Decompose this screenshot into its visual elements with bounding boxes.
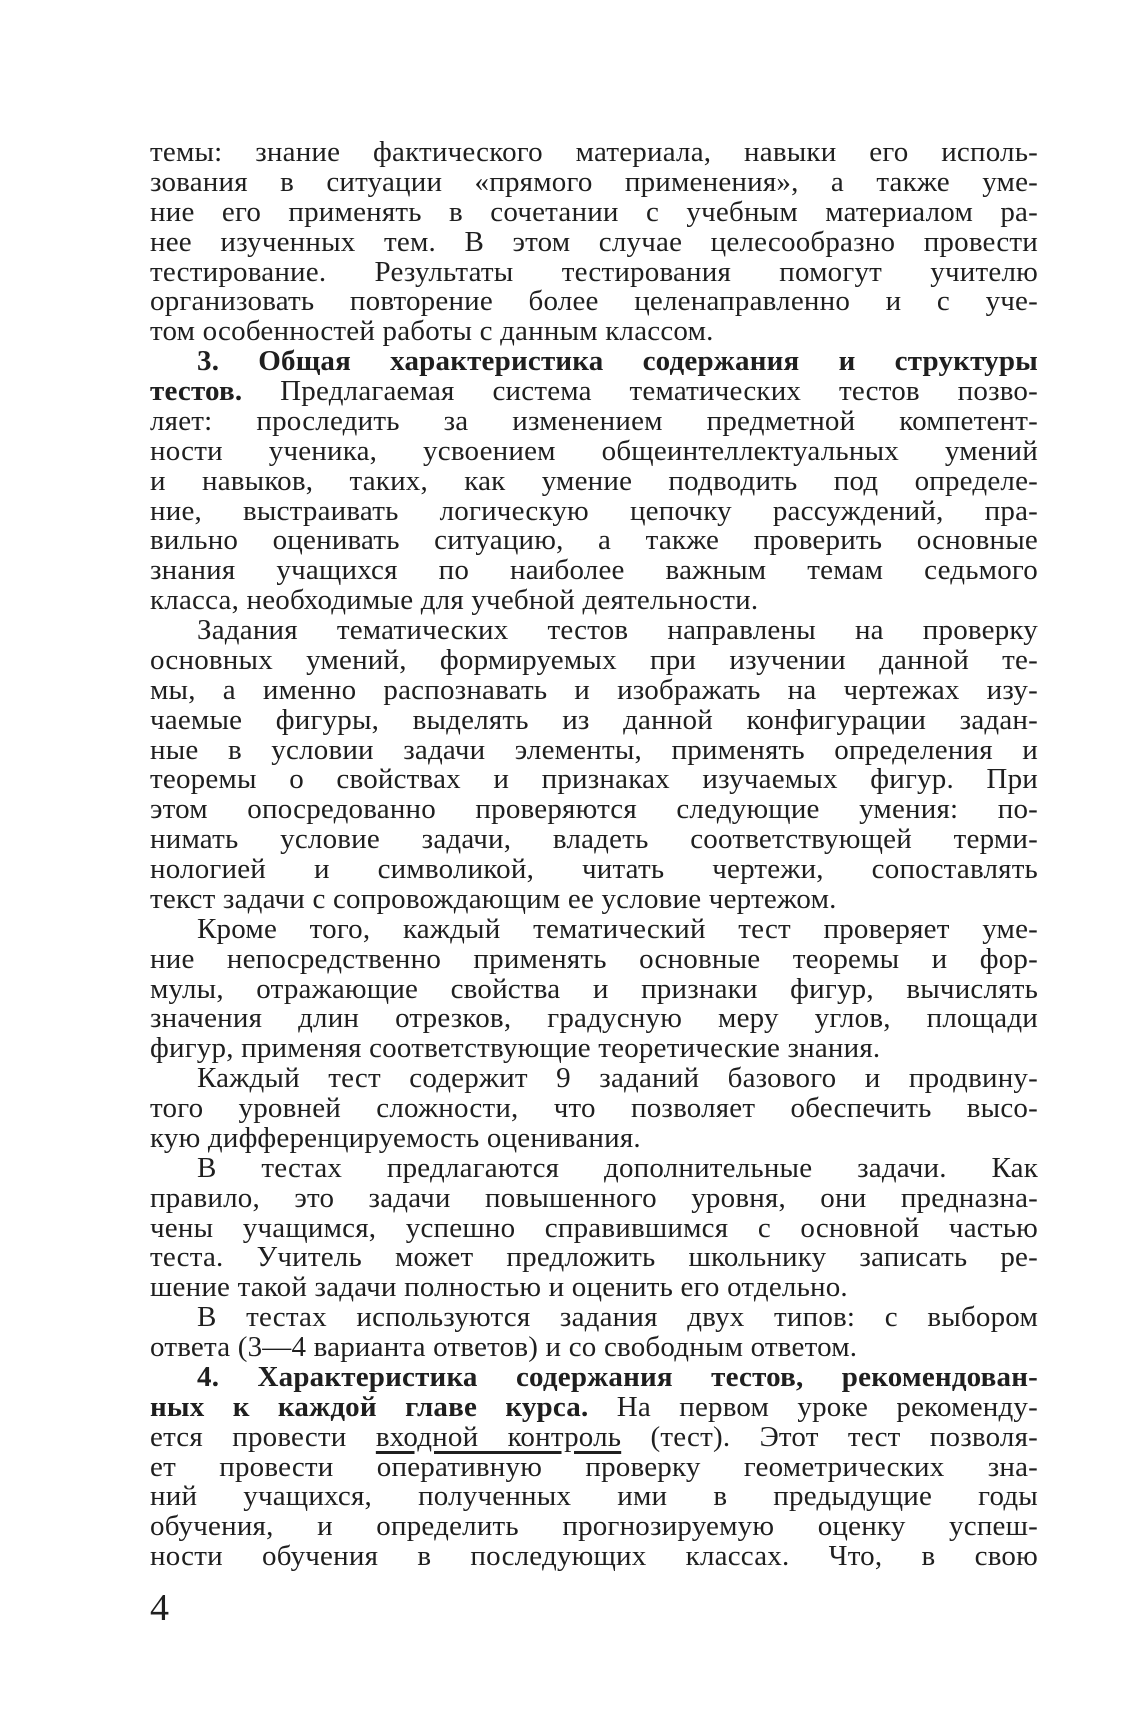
text-segment: ности ученика, усвоением общеинтеллектуальных умений	[150, 434, 1038, 467]
text-line	[150, 733, 1038, 766]
text-line	[150, 1064, 1038, 1094]
text-line	[150, 556, 1038, 586]
text-line	[150, 255, 1038, 288]
text-segment: того уровней сложности, что позволяет обеспечить высо-	[150, 1092, 1038, 1124]
text-line	[150, 1420, 1038, 1453]
text-line	[150, 195, 1038, 228]
text-segment: тестов.	[150, 375, 243, 407]
text-segment: Кроме того, каждый тематический тест проверяет уме-	[197, 912, 1038, 945]
text-segment: том особенностей работы с данным классом.	[150, 315, 714, 348]
text-line	[150, 1360, 1038, 1393]
text-line	[150, 1273, 1038, 1303]
text-line	[150, 1512, 1038, 1542]
text-segment: ется провести	[150, 1420, 376, 1453]
text-segment: чаемые фигуры, выделять из данной конфигурации задан-	[150, 703, 1038, 736]
text-segment: шение такой задачи полностью и оценить его отдельно.	[150, 1271, 848, 1304]
text-segment: На первом уроке рекоменду-	[588, 1390, 1038, 1423]
text-segment: 4. Характеристика содержания тестов, рекомендован-	[197, 1360, 1038, 1393]
text-segment: нее изученных тем. В этом случае целесообразно провести	[150, 225, 1038, 258]
text-line	[150, 1243, 1038, 1273]
text-line	[150, 673, 1038, 706]
text-segment: ляет: проследить за изменением предметной компетент-	[150, 404, 1038, 437]
text-line	[150, 287, 1038, 317]
text-segment: Задания тематических тестов направлены на проверку	[197, 614, 1038, 646]
text-segment: теста. Учитель может предложить школьнику записать ре-	[150, 1241, 1038, 1274]
text-line	[150, 1034, 1038, 1064]
text-segment: ний учащихся, полученных ими в предыдущие годы	[150, 1480, 1038, 1513]
text-line	[150, 1211, 1038, 1244]
text-segment: ные в условии задачи элементы, применять определения и	[150, 733, 1038, 766]
text-line	[150, 1390, 1038, 1423]
text-segment: ности обучения в последующих классах. Что, в свою	[150, 1540, 1038, 1573]
text-line	[150, 912, 1038, 945]
text-line	[150, 494, 1038, 527]
text-line	[150, 1542, 1038, 1572]
text-line	[150, 317, 1038, 347]
text-segment: значения длин отрезков, градусную меру углов, площади	[150, 1002, 1038, 1035]
text-column	[150, 138, 1038, 1572]
text-line	[150, 882, 1038, 915]
text-segment: 3. Общая характеристика содержания и структуры	[197, 345, 1038, 378]
text-line	[150, 1151, 1038, 1184]
text-segment: ние, выстраивать логическую цепочку рассуждений, пра-	[150, 494, 1038, 527]
text-line	[150, 825, 1038, 855]
text-line	[150, 643, 1038, 676]
text-line	[150, 765, 1038, 795]
text-segment: класса, необходимые для учебной деятельности.	[150, 584, 759, 617]
text-line	[150, 225, 1038, 258]
text-line	[150, 1303, 1038, 1333]
text-line	[150, 855, 1038, 885]
text-segment: Каждый тест содержит 9 заданий базового и продвину-	[197, 1062, 1038, 1095]
text-segment: вильно оценивать ситуацию, а также проверить основные	[150, 524, 1038, 557]
text-line	[150, 434, 1038, 467]
text-line	[150, 795, 1038, 825]
text-segment: входной контроль	[375, 1420, 622, 1453]
text-segment: кую дифференцируемость оценивания.	[150, 1121, 641, 1154]
text-segment: Предлагаемая система тематических тестов позво-	[242, 375, 1038, 407]
text-segment: тестирование. Результаты тестирования помогут учителю	[150, 255, 1038, 288]
text-line	[150, 703, 1038, 736]
text-line	[150, 586, 1038, 616]
text-segment: мы, а именно распознавать и изображать на чертежах изу-	[150, 673, 1038, 706]
text-segment: В тестах используются задания двух типов: с выбором	[197, 1301, 1038, 1334]
text-segment: фигур, применяя соответствующие теоретические знания.	[150, 1032, 881, 1065]
text-segment: ных к каждой главе курса.	[150, 1390, 589, 1423]
text-line	[150, 1181, 1038, 1214]
text-segment: темы: знание фактического материала, навыки его исполь-	[150, 136, 1038, 168]
text-segment: нологией и символикой, читать чертежи, сопоставлять	[150, 853, 1038, 885]
text-segment: основных умений, формируемых при изучении данной те-	[150, 643, 1038, 676]
text-line	[150, 526, 1038, 556]
text-segment: зования в ситуации «прямого применения», а также уме-	[150, 165, 1038, 198]
text-line	[150, 1004, 1038, 1034]
text-line	[150, 1333, 1038, 1363]
text-line	[150, 616, 1038, 646]
text-segment: правило, это задачи повышенного уровня, они предназна-	[150, 1181, 1038, 1214]
text-segment: ние его применять в сочетании с учебным материалом ра-	[150, 195, 1038, 228]
text-segment: теоремы о свойствах и признаках изучаемых фигур. При	[150, 763, 1038, 796]
text-segment: этом опосредованно проверяются следующие умения: по-	[150, 793, 1038, 826]
text-segment: ет провести оперативную проверку геометрических зна-	[150, 1450, 1038, 1483]
text-line	[150, 972, 1038, 1005]
page-number: 4	[150, 1587, 169, 1629]
text-segment: и навыков, таких, как умение подводить под определе-	[150, 464, 1038, 497]
text-segment: организовать повторение более целенаправленно и с уче-	[150, 285, 1038, 318]
text-line	[150, 942, 1038, 975]
text-segment: обучения, и определить прогнозируемую оценку успеш-	[150, 1510, 1038, 1543]
text-segment: мулы, отражающие свойства и признаки фигур, вычислять	[150, 972, 1038, 1005]
text-segment: нимать условие задачи, владеть соответствующей терми-	[150, 823, 1038, 856]
text-line	[150, 377, 1038, 407]
text-segment: ответа (3—4 варианта ответов) и со свободным ответом.	[150, 1331, 858, 1363]
text-segment: знания учащихся по наиболее важным темам седьмого	[150, 554, 1038, 587]
text-line	[150, 404, 1038, 437]
text-line	[150, 1482, 1038, 1512]
text-line	[150, 347, 1038, 377]
text-line	[150, 464, 1038, 497]
text-segment: чены учащимся, успешно справившимся с основной частью	[150, 1211, 1038, 1244]
text-segment: (тест). Этот тест позволя-	[621, 1420, 1038, 1453]
text-line	[150, 1094, 1038, 1124]
text-segment: В тестах предлагаются дополнительные задачи. Как	[197, 1151, 1038, 1184]
text-line	[150, 165, 1038, 198]
text-segment: текст задачи с сопровождающим ее условие чертежом.	[150, 882, 837, 915]
text-segment: ние непосредственно применять основные теоремы и фор-	[150, 942, 1038, 975]
text-line	[150, 138, 1038, 168]
text-line	[150, 1450, 1038, 1483]
text-line	[150, 1121, 1038, 1154]
